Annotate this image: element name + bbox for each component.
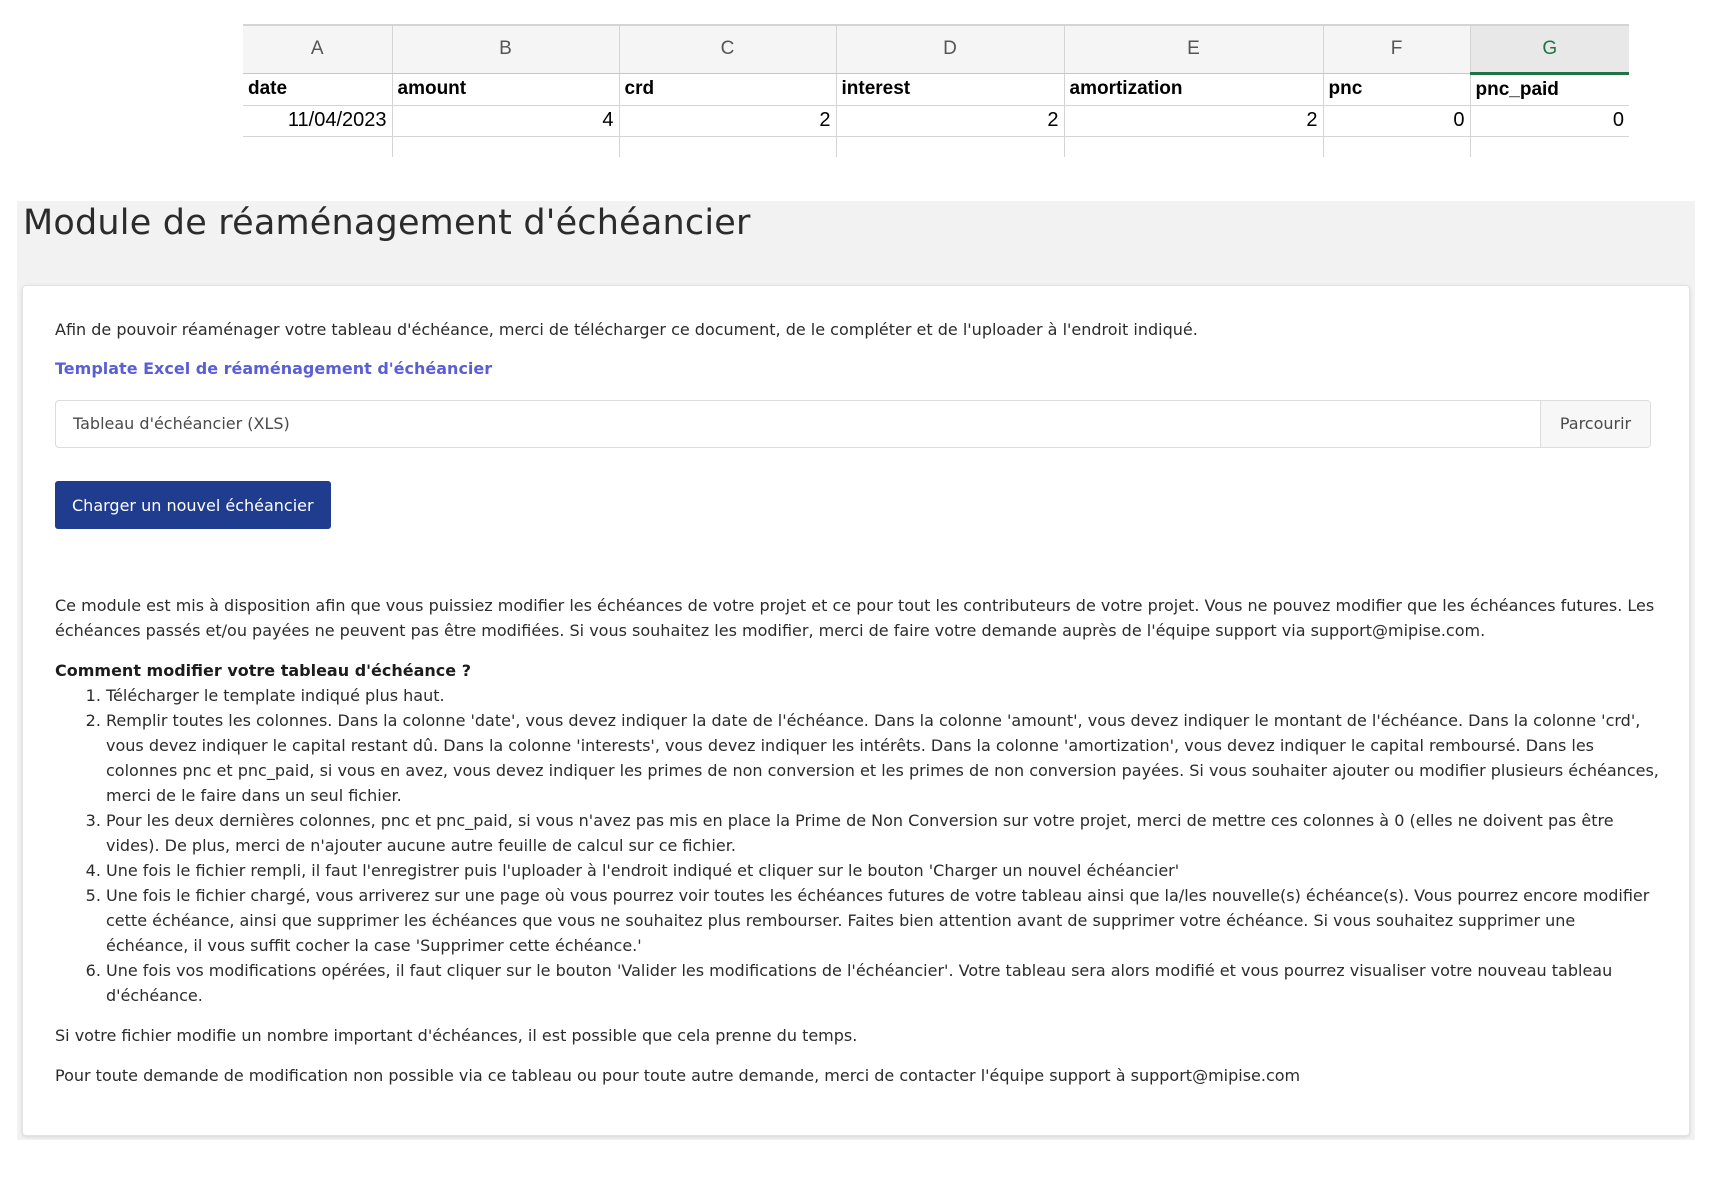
load-schedule-button[interactable]: Charger un nouvel échéancier xyxy=(55,481,331,529)
data-cell[interactable]: 4 xyxy=(392,105,619,136)
step-item: 6. Une fois vos modifications opérées, il faut cliquer sur le bouton 'Valider les modifications de l'échéancier'. Votre tableau sera alors modifié et vous pourrez visualiser votre nouveau tableau d'échéance. xyxy=(106,958,1661,1008)
empty-cell[interactable] xyxy=(243,136,392,157)
data-cell[interactable]: 0 xyxy=(1323,105,1470,136)
module-card xyxy=(22,285,1690,1136)
column-letter[interactable]: D xyxy=(836,26,1064,73)
empty-cell[interactable] xyxy=(1064,136,1323,157)
header-cell[interactable]: pnc_paid xyxy=(1470,73,1629,105)
empty-cell[interactable] xyxy=(1470,136,1629,157)
instructions xyxy=(55,593,1661,1103)
column-letter[interactable]: E xyxy=(1064,26,1323,73)
step-item: 5. Une fois le fichier chargé, vous arriverez sur une page où vous pourrez voir toutes les échéances futures de votre tableau ainsi que la/les nouvelle(s) échéance(s). Vous pourrez encore modifier cette échéance, ainsi que supprimer les échéances que vous ne souhaitez plus rembourser. Faites bien attention avant de supprimer votre échéance. Si vous souhaitez supprimer une échéance, il vous suffit cocher la case 'Supprimer cette échéance.' xyxy=(106,883,1661,958)
data-cell[interactable]: 2 xyxy=(619,105,836,136)
page-title: Module de réaménagement d'échéancier xyxy=(23,203,751,243)
header-cell[interactable]: pnc xyxy=(1323,73,1470,105)
header-cell[interactable]: amortization xyxy=(1064,73,1323,105)
step-item: 4. Une fois le fichier rempli, il faut l'enregistrer puis l'uploader à l'endroit indiqué et cliquer sur le bouton 'Charger un nouvel échéancier' xyxy=(106,858,1661,883)
column-letter[interactable]: B xyxy=(392,26,619,73)
reschedule-module xyxy=(17,201,1695,1140)
intro-text: Afin de pouvoir réaménager votre tableau d'échéance, merci de télécharger ce document, de le compléter et de l'uploader à l'endroit indiqué. xyxy=(55,320,1198,339)
contact-note: Pour toute demande de modification non possible via ce tableau ou pour toute autre demande, merci de contacter l'équipe support à support@mipise.com xyxy=(55,1066,1301,1085)
column-letter-active[interactable]: G xyxy=(1470,26,1629,73)
column-letters-row xyxy=(243,26,1629,73)
header-cell[interactable]: date xyxy=(243,73,392,105)
empty-row xyxy=(243,136,1629,157)
file-upload-field[interactable] xyxy=(55,400,1651,448)
data-cell[interactable]: 11/04/2023 xyxy=(243,105,392,136)
file-input-placeholder[interactable]: Tableau d'échéancier (XLS) xyxy=(73,414,290,433)
template-download-link[interactable]: Template Excel de réaménagement d'échéancier xyxy=(55,359,493,378)
data-cell[interactable]: 2 xyxy=(836,105,1064,136)
column-letter[interactable]: C xyxy=(619,26,836,73)
data-row xyxy=(243,105,1629,136)
header-cell[interactable]: crd xyxy=(619,73,836,105)
howto-title: Comment modifier votre tableau d'échéance ? xyxy=(55,661,471,680)
spreadsheet-table xyxy=(243,26,1629,157)
step-item: 2. Remplir toutes les colonnes. Dans la colonne 'date', vous devez indiquer la date de l'échéance. Dans la colonne 'amount', vous devez indiquer le montant de l'échéance. Dans la colonne 'crd', vous devez indiquer le capital restant dû. Dans la colonne 'interests', vous devez indiquer les intérêts. Dans la colonne 'amortization', vous devez indiquer le capital remboursé. Dans les colonnes pnc et pnc_paid, si vous en avez, vous devez indiquer les primes de non conversion et les primes de non conversion payées. Si vous souhaiter ajouter ou modifier plusieurs échéances, merci de le faire dans un seul fichier. xyxy=(106,708,1661,808)
data-cell[interactable]: 0 xyxy=(1470,105,1629,136)
empty-cell[interactable] xyxy=(1323,136,1470,157)
spreadsheet-preview xyxy=(243,24,1629,157)
time-note: Si votre fichier modifie un nombre important d'échéances, il est possible que cela prenne du temps. xyxy=(55,1026,858,1045)
header-row xyxy=(243,73,1629,105)
column-letter[interactable]: A xyxy=(243,26,392,73)
browse-button[interactable]: Parcourir xyxy=(1540,401,1650,447)
step-item: 3. Pour les deux dernières colonnes, pnc et pnc_paid, si vous n'avez pas mis en place la Prime de Non Conversion sur votre projet, merci de mettre ces colonnes à 0 (elles ne doivent pas être vides). De plus, merci de n'ajouter aucune autre feuille de calcul sur ce fichier. xyxy=(106,808,1661,858)
module-description: Ce module est mis à disposition afin que vous puissiez modifier les échéances de votre projet et ce pour tout les contributeurs de votre projet. Vous ne pouvez modifier que les échéances futures. Les échéances passés et/ou payées ne peuvent pas être modifiées. Si vous souhaitez les modifier, merci de faire votre demande auprès de l'équipe support via support@mipise.com. xyxy=(55,596,1655,640)
empty-cell[interactable] xyxy=(836,136,1064,157)
column-letter[interactable]: F xyxy=(1323,26,1470,73)
empty-cell[interactable] xyxy=(619,136,836,157)
header-cell[interactable]: interest xyxy=(836,73,1064,105)
howto-steps xyxy=(55,683,1661,1008)
step-item: 1. Télécharger le template indiqué plus haut. xyxy=(106,683,1661,708)
empty-cell[interactable] xyxy=(392,136,619,157)
header-cell[interactable]: amount xyxy=(392,73,619,105)
data-cell[interactable]: 2 xyxy=(1064,105,1323,136)
